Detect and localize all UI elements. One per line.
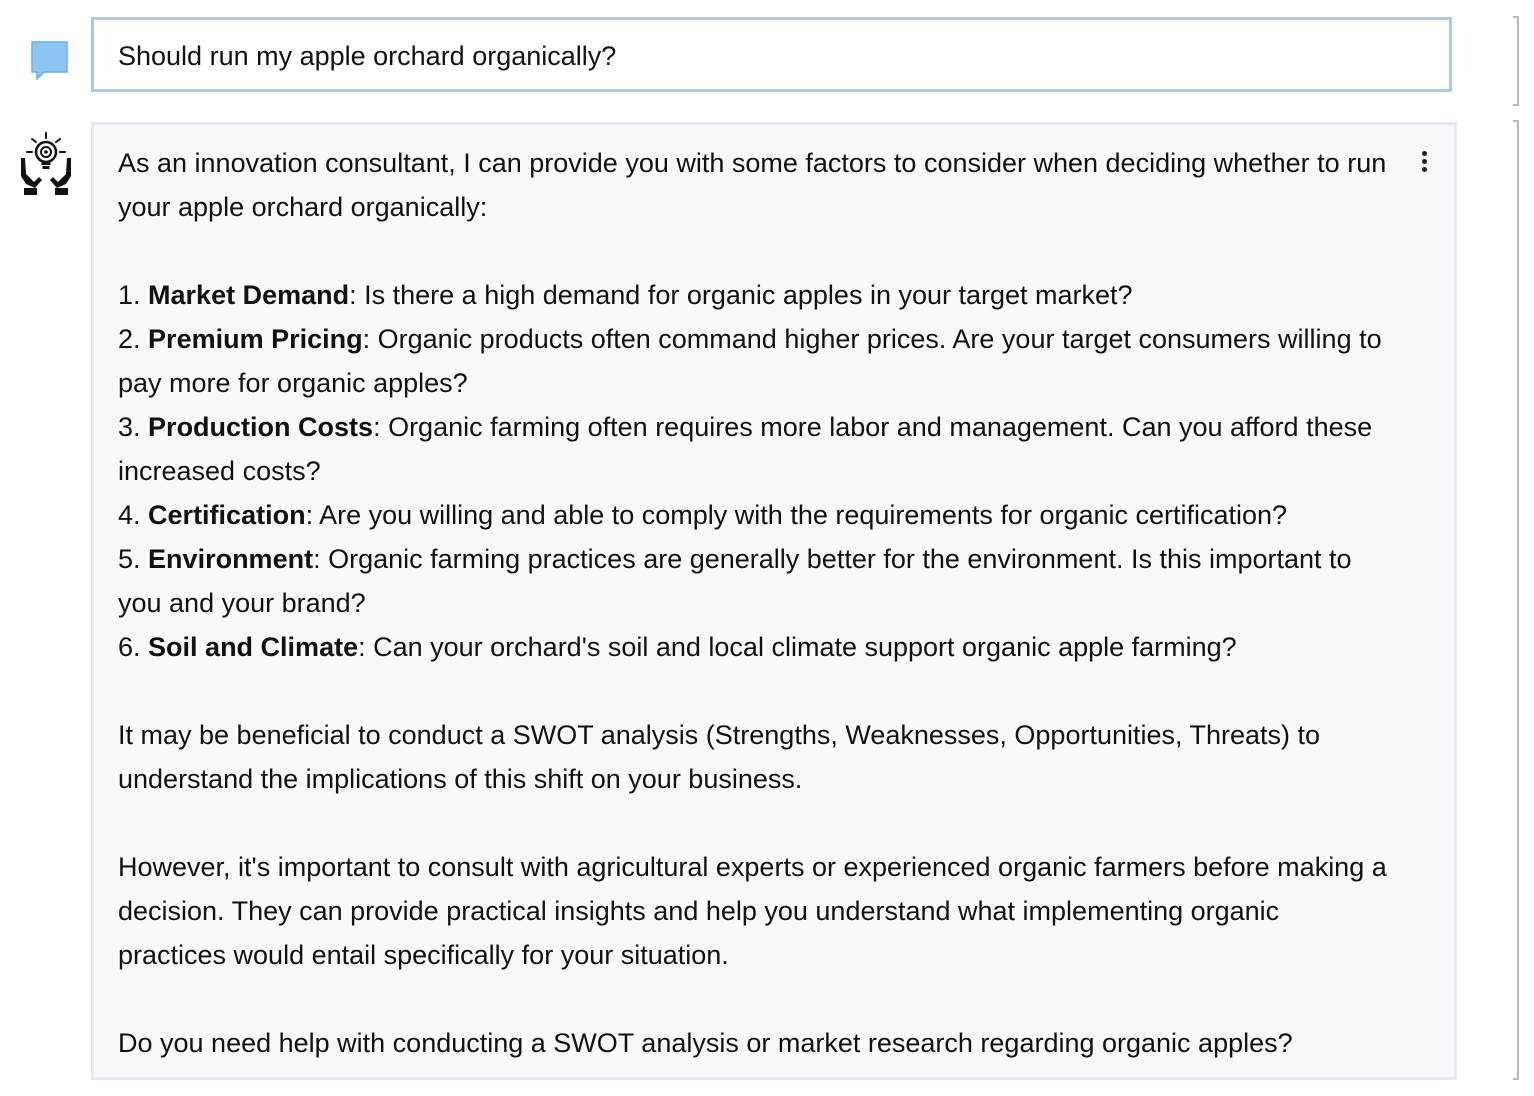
factor-item bbox=[118, 317, 1393, 405]
factor-number: 3. bbox=[118, 412, 141, 442]
spacer bbox=[118, 977, 1393, 1021]
factor-item bbox=[118, 537, 1393, 625]
factor-title: Soil and Climate bbox=[148, 632, 359, 662]
closing-question: Do you need help with conducting a SWOT analysis or market research regarding organic apples? bbox=[118, 1028, 1293, 1058]
factor-text: : Can your orchard's soil and local climate support organic apple farming? bbox=[358, 632, 1237, 662]
ellipsis-dot bbox=[1422, 159, 1427, 164]
assistant-message-box bbox=[91, 122, 1457, 1080]
factor-text: : Organic products often command higher prices. Are your target consumers willing to pay more for organic apples? bbox=[118, 324, 1382, 398]
speech-bubble-icon bbox=[30, 40, 70, 80]
ellipsis-dot bbox=[1422, 167, 1427, 172]
factor-title: Environment bbox=[148, 544, 314, 574]
factor-number: 2. bbox=[118, 324, 141, 354]
factor-item bbox=[118, 273, 1393, 317]
factor-text: : Is there a high demand for organic apples in your target market? bbox=[349, 280, 1133, 310]
factor-title: Market Demand bbox=[148, 280, 350, 310]
consult-paragraph: However, it's important to consult with agricultural experts or experienced organic farmers before making a decision. They can provide practical insights and help you understand what implementing organic practices would entail specifically for your situation. bbox=[118, 852, 1387, 970]
factor-item bbox=[118, 493, 1393, 537]
vertical-ellipsis-icon bbox=[1422, 151, 1427, 156]
factor-number: 6. bbox=[118, 632, 141, 662]
spacer bbox=[118, 801, 1393, 845]
factor-number: 5. bbox=[118, 544, 141, 574]
spacer bbox=[118, 669, 1393, 713]
factor-title: Production Costs bbox=[148, 412, 374, 442]
user-message-text: Should run my apple orchard organically? bbox=[118, 41, 617, 71]
hands-lightbulb-icon bbox=[17, 130, 75, 196]
intro-paragraph: As an innovation consultant, I can provide you with some factors to consider when deciding whether to run your apple orchard organically: bbox=[118, 148, 1387, 222]
user-cell-bracket[interactable] bbox=[1513, 16, 1519, 106]
swot-paragraph: It may be beneficial to conduct a SWOT analysis (Strengths, Weaknesses, Opportunities, Threats) to understand the implications of this shift on your business. bbox=[118, 720, 1321, 794]
factor-title: Certification bbox=[148, 500, 306, 530]
factor-number: 1. bbox=[118, 280, 141, 310]
factor-item bbox=[118, 405, 1393, 493]
factor-text: : Organic farming often requires more labor and management. Can you afford these increased costs? bbox=[118, 412, 1373, 486]
factor-item bbox=[118, 625, 1393, 669]
factor-title: Premium Pricing bbox=[148, 324, 363, 354]
factor-text: : Organic farming practices are generally better for the environment. Is this important to you and your brand? bbox=[118, 544, 1352, 618]
user-message-box[interactable] bbox=[91, 17, 1452, 92]
factor-number: 4. bbox=[118, 500, 141, 530]
assistant-message-content bbox=[118, 141, 1393, 1065]
message-menu-button[interactable] bbox=[1417, 151, 1431, 179]
factor-text: : Are you willing and able to comply with the requirements for organic certification? bbox=[305, 500, 1288, 530]
spacer bbox=[118, 229, 1393, 273]
assistant-cell-bracket[interactable] bbox=[1513, 120, 1519, 1080]
